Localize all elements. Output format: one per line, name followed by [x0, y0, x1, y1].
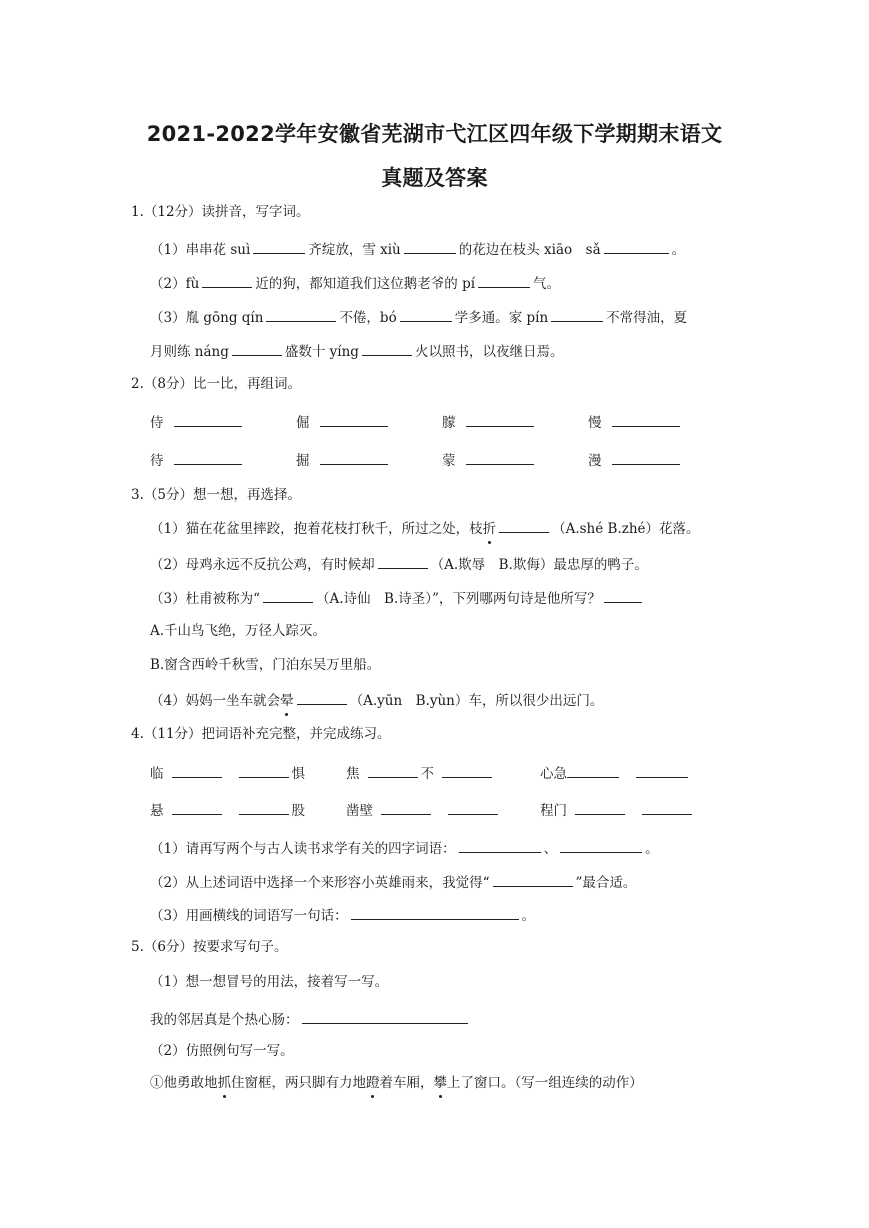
blank[interactable] [297, 689, 347, 705]
q3-line-1: （1）猫在花盆里摔跤，抱着花枝打秋千，所过之处，枝折 （A.shé B.zhé）花落。 [150, 517, 700, 539]
blank[interactable] [302, 1008, 468, 1024]
blank[interactable] [320, 449, 388, 465]
blank[interactable] [232, 340, 282, 356]
blank[interactable] [478, 272, 530, 288]
q4-word-2: 焦 不 [346, 762, 495, 784]
blank[interactable] [266, 306, 336, 322]
q4-line-1: （1）请再写两个与古人读书求学有关的四字词语： 、 。 [150, 837, 659, 859]
q3-line-6: （4）妈妈一坐车就会晕 （A.yūn B.yùn）车，所以很少出远门。 [150, 689, 603, 711]
q3-option-b: B.窗含西岭千秋雪，门泊东吴万里船。 [150, 657, 381, 673]
q2-item: 待 [150, 449, 245, 471]
blank[interactable] [604, 238, 669, 254]
blank[interactable] [400, 306, 452, 322]
blank[interactable] [442, 762, 492, 778]
blank[interactable] [448, 799, 498, 815]
blank[interactable] [320, 411, 388, 427]
blank[interactable] [172, 762, 222, 778]
blank[interactable] [362, 340, 412, 356]
blank[interactable] [351, 904, 519, 920]
blank[interactable] [239, 762, 289, 778]
blank[interactable] [575, 799, 625, 815]
q5-line-2: 我的邻居真是个热心肠： [150, 1008, 471, 1030]
document-title-line1: 2021-2022学年安徽省芜湖市弋江区四年级下学期期末语文 [146, 122, 723, 146]
blank[interactable] [466, 449, 534, 465]
blank[interactable] [604, 587, 642, 603]
q4-word-4: 悬 股 [150, 799, 305, 821]
blank[interactable] [174, 449, 242, 465]
q5-line-1: （1）想一想冒号的用法，接着写一写。 [150, 974, 389, 990]
q2-item: 漫 [588, 449, 683, 471]
q4-word-5: 凿壁 [346, 799, 501, 821]
blank[interactable] [381, 799, 431, 815]
blank[interactable] [253, 238, 305, 254]
q2-heading: 2.（8分）比一比，再组词。 [131, 376, 301, 392]
blank[interactable] [172, 799, 222, 815]
q4-heading: 4.（11分）把词语补充完整，并完成练习。 [131, 726, 391, 742]
q1-heading: 1.（12分）读拼音，写字词。 [131, 204, 310, 220]
blank[interactable] [174, 411, 242, 427]
q3-option-a: A.千山鸟飞绝，万径人踪灭。 [150, 623, 327, 639]
blank[interactable] [202, 272, 252, 288]
q2-item: 倔 [296, 411, 391, 433]
q5-heading: 5.（6分）按要求写句子。 [131, 939, 288, 955]
document-title-line2: 真题及答案 [381, 166, 488, 190]
q1-line-4: 月则练 náng 盛数十 yíng 火以照书，以夜继日焉。 [150, 340, 563, 362]
q1-line-2: （2）fù 近的狗，都知道我们这位鹅老爷的 pí 气。 [150, 272, 560, 294]
blank[interactable] [636, 762, 688, 778]
q3-heading: 3.（5分）想一想，再选择。 [131, 487, 301, 503]
q2-item: 朦 [442, 411, 537, 433]
blank[interactable] [263, 587, 313, 603]
blank[interactable] [368, 762, 418, 778]
blank[interactable] [404, 238, 456, 254]
q3-line-3: （3）杜甫被称为“ （A.诗仙 B.诗圣）”，下列哪两句诗是他所写？ [150, 587, 645, 609]
q1-line-3: （3）胤 gōng qín 不倦，bó 学多通。家 pín 不常得油，夏 [150, 306, 687, 328]
blank[interactable] [239, 799, 289, 815]
q2-item: 侍 [150, 411, 245, 433]
q3-line-2: （2）母鸡永远不反抗公鸡，有时候却 （A.欺辱 B.欺侮）最忠厚的鸭子。 [150, 553, 648, 575]
q4-line-2: （2）从上述词语中选择一个来形容小英雄雨来，我觉得“ ”最合适。 [150, 871, 636, 893]
q5-line-3: （2）仿照例句写一写。 [150, 1043, 294, 1059]
q5-line-4: ①他勇敢地抓住窗框，两只脚有力地蹬着车厢，攀上了窗口。（写一组连续的动作） [150, 1075, 643, 1091]
q4-word-3: 心急 [540, 762, 691, 784]
q1-line-1: （1）串串花 suì 齐绽放，雪 xiù 的花边在枝头 xiāo sǎ 。 [150, 238, 685, 260]
blank[interactable] [499, 517, 549, 533]
q2-item: 掘 [296, 449, 391, 471]
blank[interactable] [567, 762, 619, 778]
blank[interactable] [612, 411, 680, 427]
q4-line-3: （3）用画横线的词语写一句话： 。 [150, 904, 535, 926]
q2-item: 慢 [588, 411, 683, 433]
q2-item: 蒙 [442, 449, 537, 471]
blank[interactable] [612, 449, 680, 465]
blank[interactable] [642, 799, 692, 815]
blank[interactable] [493, 871, 573, 887]
blank[interactable] [560, 837, 642, 853]
q4-word-6: 程门 [540, 799, 695, 821]
blank[interactable] [378, 553, 428, 569]
blank[interactable] [466, 411, 534, 427]
blank[interactable] [551, 306, 603, 322]
q4-word-1: 临 惧 [150, 762, 305, 784]
blank[interactable] [459, 837, 541, 853]
